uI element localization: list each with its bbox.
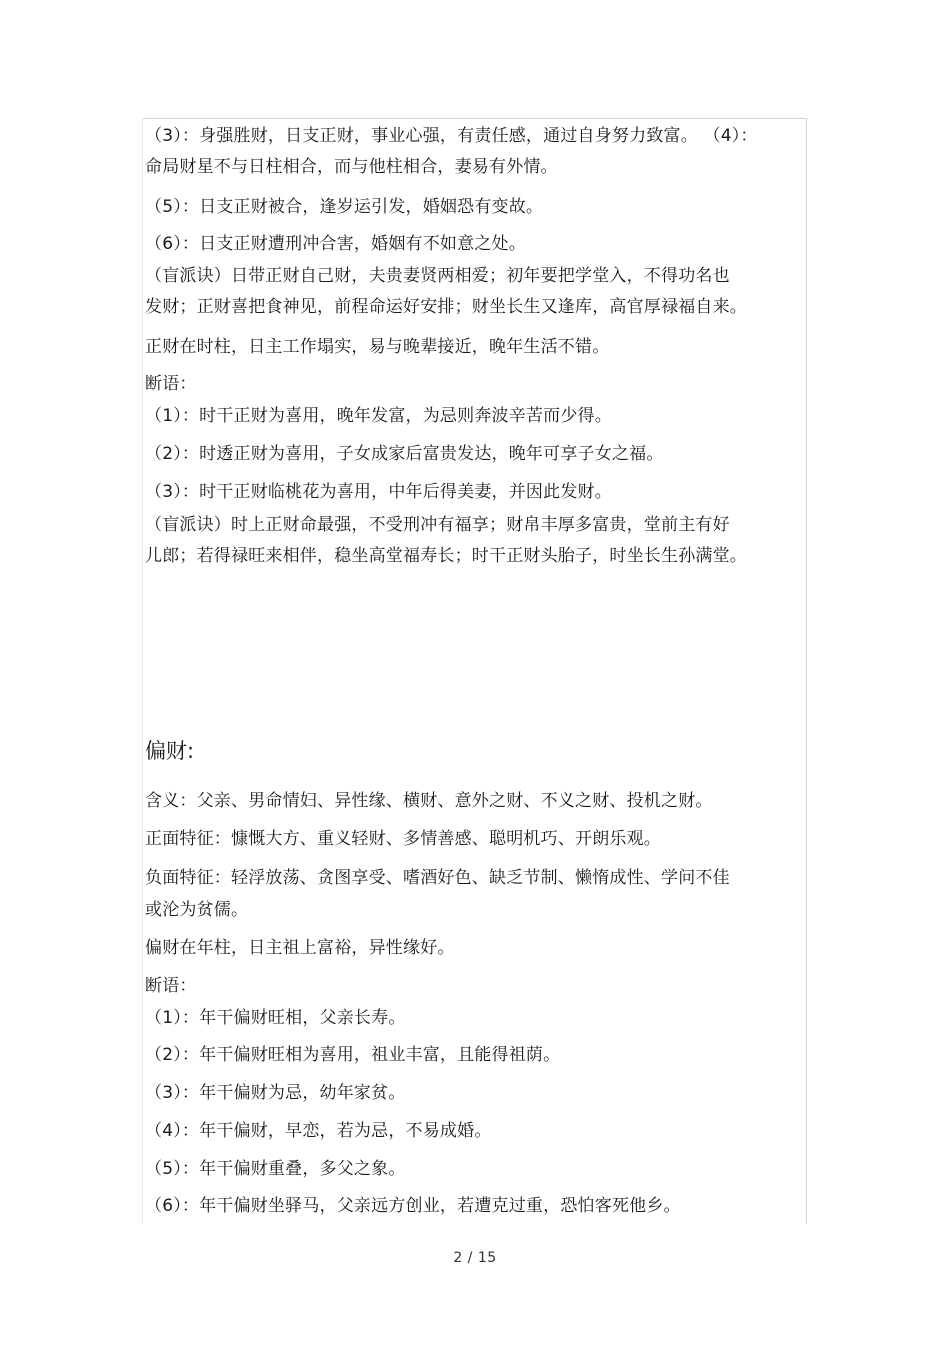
text-line: （3）：年干偏财为忌，幼年家贫。: [145, 1083, 406, 1103]
text-line: （1）：时干正财为喜用，晚年发富，为忌则奔波辛苦而少得。: [145, 406, 612, 426]
text-line: （1）：年干偏财旺相，父亲长寿。: [145, 1008, 406, 1028]
text-line: 命局财星不与日柱相合，而与他柱相合，妻易有外情。: [145, 157, 558, 177]
text-line: 断语：: [145, 976, 197, 996]
text-line: （盲派诀）时上正财命最强，不受刑冲有福享；财帛丰厚多富贵，堂前主有好: [145, 515, 730, 535]
text-line: （6）：年干偏财坐驿马，父亲远方创业，若遭克过重，恐怕客死他乡。: [145, 1196, 681, 1216]
text-line: 偏财在年柱，日主祖上富裕，异性缘好。: [145, 938, 455, 958]
text-line: （盲派诀）日带正财自己财，夫贵妻贤两相爱；初年要把学堂入，不得功名也: [145, 266, 730, 286]
text-line: 含义：父亲、男命情妇、异性缘、横财、意外之财、不义之财、投机之财。: [145, 791, 713, 811]
text-line: （2）：年干偏财旺相为喜用，祖业丰富，且能得祖荫。: [145, 1045, 561, 1065]
text-line: 儿郎；若得禄旺来相伴，稳坐高堂福寿长；时干正财头胎子，时坐长生孙满堂。: [145, 546, 747, 566]
text-line: 发财；正财喜把食神见，前程命运好安排；财坐长生又逢库，高官厚禄福自来。: [145, 297, 747, 317]
text-line: 或沦为贫儒。: [145, 900, 249, 920]
text-line: 正财在时柱，日主工作塌实，易与晚辈接近，晚年生活不错。: [145, 337, 610, 357]
text-line: 负面特征：轻浮放荡、贪图享受、嗜酒好色、缺乏节制、懒惰成性、学问不佳: [145, 868, 730, 888]
text-line: （5）：年干偏财重叠，多父之象。: [145, 1159, 406, 1179]
text-line: 正面特征：慷慨大方、重义轻财、多情善感、聪明机巧、开朗乐观。: [145, 829, 661, 849]
text-line: （3）：身强胜财，日支正财，事业心强，有责任感，通过自身努力致富。 （4）：: [145, 126, 758, 146]
page-number: 2 / 15: [453, 1250, 497, 1266]
text-line: 断语：: [145, 374, 197, 394]
section-heading: 偏财:: [145, 739, 195, 763]
text-line: （6）：日支正财遭刑冲合害，婚姻有不如意之处。: [145, 234, 526, 254]
text-line: （3）：时干正财临桃花为喜用，中年后得美妻，并因此发财。: [145, 482, 612, 502]
text-line: （2）：时透正财为喜用，子女成家后富贵发达，晚年可享子女之福。: [145, 444, 664, 464]
text-line: （5）：日支正财被合，逢岁运引发，婚姻恐有变故。: [145, 197, 544, 217]
text-line: （4）：年干偏财，早恋，若为忌，不易成婚。: [145, 1121, 492, 1141]
